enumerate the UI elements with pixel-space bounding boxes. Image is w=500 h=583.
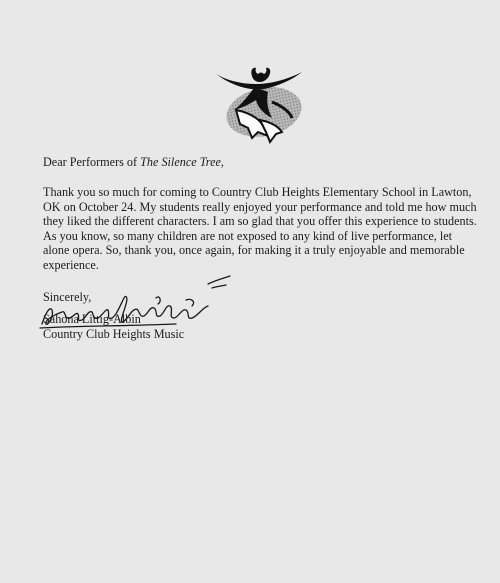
body-line: alone opera. So, thank you, once again, for making it a truly enjoyable and memorable <box>43 243 465 258</box>
show-title: The Silence Tree <box>140 155 221 169</box>
body-line: OK on October 24. My students really enjoyed your performance and told me how much <box>43 199 477 214</box>
dancing-figure-logo-icon <box>212 62 308 144</box>
salutation <box>43 155 224 169</box>
salutation-suffix: , <box>220 155 224 169</box>
signer-name: Sahona Littig-Albin <box>43 312 141 326</box>
handwritten-signature-icon <box>36 268 236 334</box>
body-line: experience. <box>43 257 99 272</box>
closing: Sincerely, <box>43 290 92 304</box>
signer-organization: Country Club Heights Music <box>43 327 185 341</box>
salutation-prefix: Dear Performers of <box>43 155 141 169</box>
body-line: Thank you so much for coming to Country Club Heights Elementary School in Lawton, <box>43 185 472 199</box>
body-line: As you know, so many children are not exposed to any kind of live performance, let <box>43 228 453 243</box>
letter-body <box>43 185 483 273</box>
body-line: they liked the different characters. I am so glad that you offer this experience to students. <box>43 214 477 229</box>
